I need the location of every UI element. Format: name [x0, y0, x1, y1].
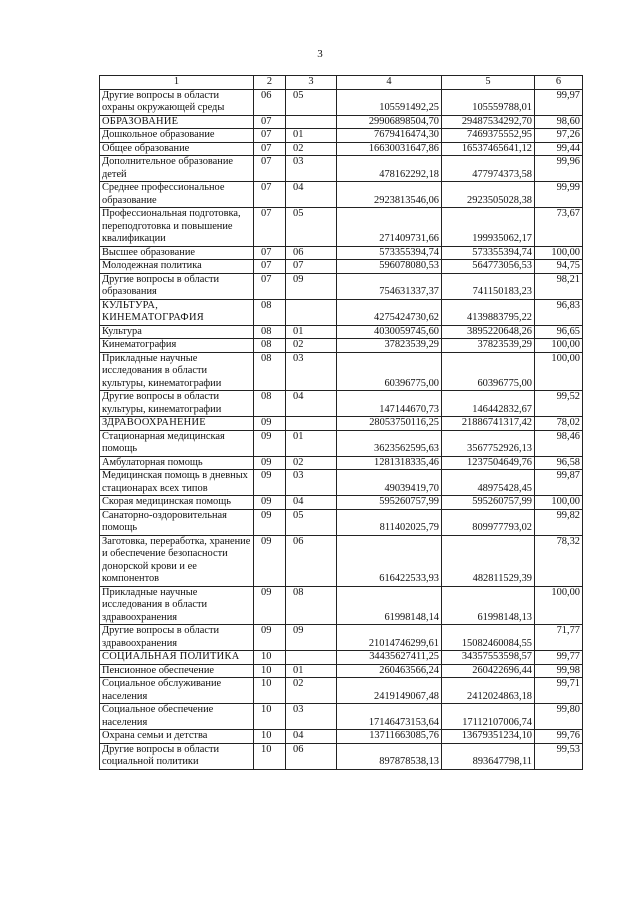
- executed-amount-cell: 564773056,53: [442, 260, 535, 274]
- row-name-cell: КУЛЬТУРА, КИНЕМАТОГРАФИЯ: [100, 299, 254, 325]
- section-code-cell: 09: [254, 456, 286, 470]
- executed-amount-cell: 477974373,58: [442, 156, 535, 182]
- planned-amount-cell: 34435627411,25: [337, 651, 442, 665]
- row-name-cell: Санаторно-оздоровительная помощь: [100, 509, 254, 535]
- percent-cell: 100,00: [535, 246, 583, 260]
- executed-amount-cell: 61998148,13: [442, 586, 535, 625]
- subsection-code-cell: 04: [286, 182, 337, 208]
- column-header: 2: [254, 76, 286, 90]
- subsection-code-cell: 05: [286, 509, 337, 535]
- section-code-cell: 09: [254, 535, 286, 586]
- subsection-code-cell: [286, 651, 337, 665]
- section-code-cell: 08: [254, 299, 286, 325]
- row-name-cell: Другие вопросы в области социальной политики: [100, 743, 254, 769]
- section-code-cell: 07: [254, 182, 286, 208]
- executed-amount-cell: 48975428,45: [442, 470, 535, 496]
- row-name-cell: ЗДРАВООХРАНЕНИЕ: [100, 417, 254, 431]
- table-row: [100, 129, 583, 143]
- column-header: 1: [100, 76, 254, 90]
- table-row: [100, 325, 583, 339]
- planned-amount-cell: 60396775,00: [337, 352, 442, 391]
- table-row: [100, 496, 583, 510]
- planned-amount-cell: 754631337,37: [337, 273, 442, 299]
- percent-cell: 99,96: [535, 156, 583, 182]
- subsection-code-cell: 09: [286, 273, 337, 299]
- table-row: [100, 417, 583, 431]
- planned-amount-cell: 105591492,25: [337, 89, 442, 115]
- subsection-code-cell: 09: [286, 625, 337, 651]
- executed-amount-cell: 2923505028,38: [442, 182, 535, 208]
- planned-amount-cell: 271409731,66: [337, 208, 442, 247]
- subsection-code-cell: 08: [286, 586, 337, 625]
- executed-amount-cell: 16537465641,12: [442, 142, 535, 156]
- subsection-code-cell: 03: [286, 470, 337, 496]
- row-name-cell: Высшее образование: [100, 246, 254, 260]
- table-row: [100, 430, 583, 456]
- section-code-cell: 07: [254, 208, 286, 247]
- executed-amount-cell: 15082460084,55: [442, 625, 535, 651]
- table-row: [100, 664, 583, 678]
- planned-amount-cell: 595260757,99: [337, 496, 442, 510]
- subsection-code-cell: 02: [286, 678, 337, 704]
- percent-cell: 96,58: [535, 456, 583, 470]
- row-name-cell: Социальное обеспечение населения: [100, 704, 254, 730]
- planned-amount-cell: 2419149067,48: [337, 678, 442, 704]
- planned-amount-cell: 13711663085,76: [337, 730, 442, 744]
- percent-cell: 99,97: [535, 89, 583, 115]
- row-name-cell: Профессиональная подготовка, переподготовка и повышение квалификации: [100, 208, 254, 247]
- subsection-code-cell: 06: [286, 743, 337, 769]
- planned-amount-cell: 811402025,79: [337, 509, 442, 535]
- percent-cell: 94,75: [535, 260, 583, 274]
- executed-amount-cell: 482811529,39: [442, 535, 535, 586]
- planned-amount-cell: 147144670,73: [337, 391, 442, 417]
- table-row: [100, 156, 583, 182]
- percent-cell: 73,67: [535, 208, 583, 247]
- percent-cell: 100,00: [535, 586, 583, 625]
- subsection-code-cell: 04: [286, 391, 337, 417]
- row-name-cell: Среднее профессиональное образование: [100, 182, 254, 208]
- row-name-cell: Амбулаторная помощь: [100, 456, 254, 470]
- budget-table: [99, 75, 583, 770]
- executed-amount-cell: 37823539,29: [442, 339, 535, 353]
- table-row: [100, 509, 583, 535]
- percent-cell: 98,46: [535, 430, 583, 456]
- subsection-code-cell: 03: [286, 352, 337, 391]
- subsection-code-cell: 05: [286, 208, 337, 247]
- subsection-code-cell: 01: [286, 664, 337, 678]
- table-row: [100, 299, 583, 325]
- planned-amount-cell: 29906898504,70: [337, 115, 442, 129]
- planned-amount-cell: 28053750116,25: [337, 417, 442, 431]
- planned-amount-cell: 17146473153,64: [337, 704, 442, 730]
- executed-amount-cell: 893647798,11: [442, 743, 535, 769]
- row-name-cell: Дошкольное образование: [100, 129, 254, 143]
- planned-amount-cell: 37823539,29: [337, 339, 442, 353]
- executed-amount-cell: 29487534292,70: [442, 115, 535, 129]
- row-name-cell: Заготовка, переработка, хранение и обеспечение безопасности донорской крови и ее компонентов: [100, 535, 254, 586]
- section-code-cell: 10: [254, 730, 286, 744]
- executed-amount-cell: 199935062,17: [442, 208, 535, 247]
- subsection-code-cell: 03: [286, 704, 337, 730]
- section-code-cell: 07: [254, 273, 286, 299]
- percent-cell: 78,32: [535, 535, 583, 586]
- row-name-cell: Скорая медицинская помощь: [100, 496, 254, 510]
- percent-cell: 99,76: [535, 730, 583, 744]
- section-code-cell: 07: [254, 142, 286, 156]
- planned-amount-cell: 49039419,70: [337, 470, 442, 496]
- planned-amount-cell: 260463566,24: [337, 664, 442, 678]
- table-row: [100, 246, 583, 260]
- table-row: [100, 391, 583, 417]
- subsection-code-cell: 04: [286, 730, 337, 744]
- section-code-cell: 07: [254, 115, 286, 129]
- table-row: [100, 535, 583, 586]
- subsection-code-cell: 02: [286, 339, 337, 353]
- planned-amount-cell: 61998148,14: [337, 586, 442, 625]
- table-row: [100, 470, 583, 496]
- section-code-cell: 07: [254, 156, 286, 182]
- row-name-cell: СОЦИАЛЬНАЯ ПОЛИТИКА: [100, 651, 254, 665]
- section-code-cell: 09: [254, 509, 286, 535]
- percent-cell: 78,02: [535, 417, 583, 431]
- row-name-cell: Охрана семьи и детства: [100, 730, 254, 744]
- table-row: [100, 273, 583, 299]
- percent-cell: 99,99: [535, 182, 583, 208]
- table-header-row: [100, 76, 583, 90]
- executed-amount-cell: 146442832,67: [442, 391, 535, 417]
- table-row: [100, 142, 583, 156]
- executed-amount-cell: 3895220648,26: [442, 325, 535, 339]
- executed-amount-cell: 809977793,02: [442, 509, 535, 535]
- subsection-code-cell: 06: [286, 246, 337, 260]
- executed-amount-cell: 1237504649,76: [442, 456, 535, 470]
- subsection-code-cell: 02: [286, 456, 337, 470]
- row-name-cell: Социальное обслуживание населения: [100, 678, 254, 704]
- column-header: 4: [337, 76, 442, 90]
- section-code-cell: 08: [254, 339, 286, 353]
- section-code-cell: 06: [254, 89, 286, 115]
- planned-amount-cell: 2923813546,06: [337, 182, 442, 208]
- percent-cell: 99,52: [535, 391, 583, 417]
- table-row: [100, 730, 583, 744]
- row-name-cell: Другие вопросы в области здравоохранения: [100, 625, 254, 651]
- subsection-code-cell: 05: [286, 89, 337, 115]
- section-code-cell: 09: [254, 470, 286, 496]
- section-code-cell: 07: [254, 260, 286, 274]
- percent-cell: 100,00: [535, 339, 583, 353]
- section-code-cell: 09: [254, 586, 286, 625]
- executed-amount-cell: 4139883795,22: [442, 299, 535, 325]
- row-name-cell: Другие вопросы в области культуры, кинематографии: [100, 391, 254, 417]
- table-row: [100, 625, 583, 651]
- section-code-cell: 09: [254, 496, 286, 510]
- section-code-cell: 10: [254, 743, 286, 769]
- budget-table-body: [100, 76, 583, 770]
- row-name-cell: Прикладные научные исследования в области здравоохранения: [100, 586, 254, 625]
- percent-cell: 99,77: [535, 651, 583, 665]
- table-row: [100, 651, 583, 665]
- planned-amount-cell: 7679416474,30: [337, 129, 442, 143]
- table-row: [100, 182, 583, 208]
- column-header: 5: [442, 76, 535, 90]
- table-row: [100, 678, 583, 704]
- section-code-cell: 10: [254, 651, 286, 665]
- row-name-cell: Другие вопросы в области охраны окружающей среды: [100, 89, 254, 115]
- column-header: 3: [286, 76, 337, 90]
- executed-amount-cell: 34357553598,57: [442, 651, 535, 665]
- page-number: 3: [317, 48, 323, 60]
- percent-cell: 100,00: [535, 352, 583, 391]
- percent-cell: 71,77: [535, 625, 583, 651]
- planned-amount-cell: 1281318335,46: [337, 456, 442, 470]
- percent-cell: 98,60: [535, 115, 583, 129]
- row-name-cell: Культура: [100, 325, 254, 339]
- row-name-cell: Молодежная политика: [100, 260, 254, 274]
- percent-cell: 99,71: [535, 678, 583, 704]
- section-code-cell: 09: [254, 625, 286, 651]
- executed-amount-cell: 573355394,74: [442, 246, 535, 260]
- executed-amount-cell: 3567752926,13: [442, 430, 535, 456]
- planned-amount-cell: 16630031647,86: [337, 142, 442, 156]
- percent-cell: 96,65: [535, 325, 583, 339]
- section-code-cell: 09: [254, 417, 286, 431]
- section-code-cell: 07: [254, 129, 286, 143]
- row-name-cell: ОБРАЗОВАНИЕ: [100, 115, 254, 129]
- table-row: [100, 352, 583, 391]
- planned-amount-cell: 3623562595,63: [337, 430, 442, 456]
- percent-cell: 99,53: [535, 743, 583, 769]
- table-row: [100, 115, 583, 129]
- executed-amount-cell: 260422696,44: [442, 664, 535, 678]
- section-code-cell: 09: [254, 430, 286, 456]
- executed-amount-cell: 105559788,01: [442, 89, 535, 115]
- subsection-code-cell: 01: [286, 129, 337, 143]
- percent-cell: 99,82: [535, 509, 583, 535]
- executed-amount-cell: 21886741317,42: [442, 417, 535, 431]
- row-name-cell: Общее образование: [100, 142, 254, 156]
- subsection-code-cell: 01: [286, 325, 337, 339]
- percent-cell: 97,26: [535, 129, 583, 143]
- planned-amount-cell: 596078080,53: [337, 260, 442, 274]
- section-code-cell: 10: [254, 704, 286, 730]
- section-code-cell: 08: [254, 391, 286, 417]
- executed-amount-cell: 741150183,23: [442, 273, 535, 299]
- table-row: [100, 704, 583, 730]
- row-name-cell: Стационарная медицинская помощь: [100, 430, 254, 456]
- planned-amount-cell: 478162292,18: [337, 156, 442, 182]
- percent-cell: 98,21: [535, 273, 583, 299]
- executed-amount-cell: 7469375552,95: [442, 129, 535, 143]
- table-row: [100, 743, 583, 769]
- subsection-code-cell: 01: [286, 430, 337, 456]
- planned-amount-cell: 573355394,74: [337, 246, 442, 260]
- planned-amount-cell: 897878538,13: [337, 743, 442, 769]
- section-code-cell: 10: [254, 664, 286, 678]
- planned-amount-cell: 21014746299,61: [337, 625, 442, 651]
- percent-cell: 100,00: [535, 496, 583, 510]
- section-code-cell: 07: [254, 246, 286, 260]
- subsection-code-cell: [286, 115, 337, 129]
- executed-amount-cell: 60396775,00: [442, 352, 535, 391]
- table-row: [100, 208, 583, 247]
- table-row: [100, 339, 583, 353]
- subsection-code-cell: 04: [286, 496, 337, 510]
- executed-amount-cell: 17112107006,74: [442, 704, 535, 730]
- percent-cell: 99,87: [535, 470, 583, 496]
- planned-amount-cell: 4030059745,60: [337, 325, 442, 339]
- section-code-cell: 08: [254, 325, 286, 339]
- row-name-cell: Прикладные научные исследования в области культуры, кинематографии: [100, 352, 254, 391]
- executed-amount-cell: 2412024863,18: [442, 678, 535, 704]
- percent-cell: 99,80: [535, 704, 583, 730]
- subsection-code-cell: 03: [286, 156, 337, 182]
- percent-cell: 99,98: [535, 664, 583, 678]
- row-name-cell: Дополнительное образование детей: [100, 156, 254, 182]
- table-row: [100, 260, 583, 274]
- subsection-code-cell: [286, 417, 337, 431]
- percent-cell: 99,44: [535, 142, 583, 156]
- planned-amount-cell: 4275424730,62: [337, 299, 442, 325]
- row-name-cell: Медицинская помощь в дневных стационарах всех типов: [100, 470, 254, 496]
- subsection-code-cell: 07: [286, 260, 337, 274]
- table-row: [100, 586, 583, 625]
- row-name-cell: Пенсионное обеспечение: [100, 664, 254, 678]
- section-code-cell: 10: [254, 678, 286, 704]
- planned-amount-cell: 616422533,93: [337, 535, 442, 586]
- row-name-cell: Другие вопросы в области образования: [100, 273, 254, 299]
- row-name-cell: Кинематография: [100, 339, 254, 353]
- subsection-code-cell: [286, 299, 337, 325]
- executed-amount-cell: 13679351234,10: [442, 730, 535, 744]
- section-code-cell: 08: [254, 352, 286, 391]
- subsection-code-cell: 06: [286, 535, 337, 586]
- executed-amount-cell: 595260757,99: [442, 496, 535, 510]
- subsection-code-cell: 02: [286, 142, 337, 156]
- table-row: [100, 456, 583, 470]
- table-row: [100, 89, 583, 115]
- percent-cell: 96,83: [535, 299, 583, 325]
- column-header: 6: [535, 76, 583, 90]
